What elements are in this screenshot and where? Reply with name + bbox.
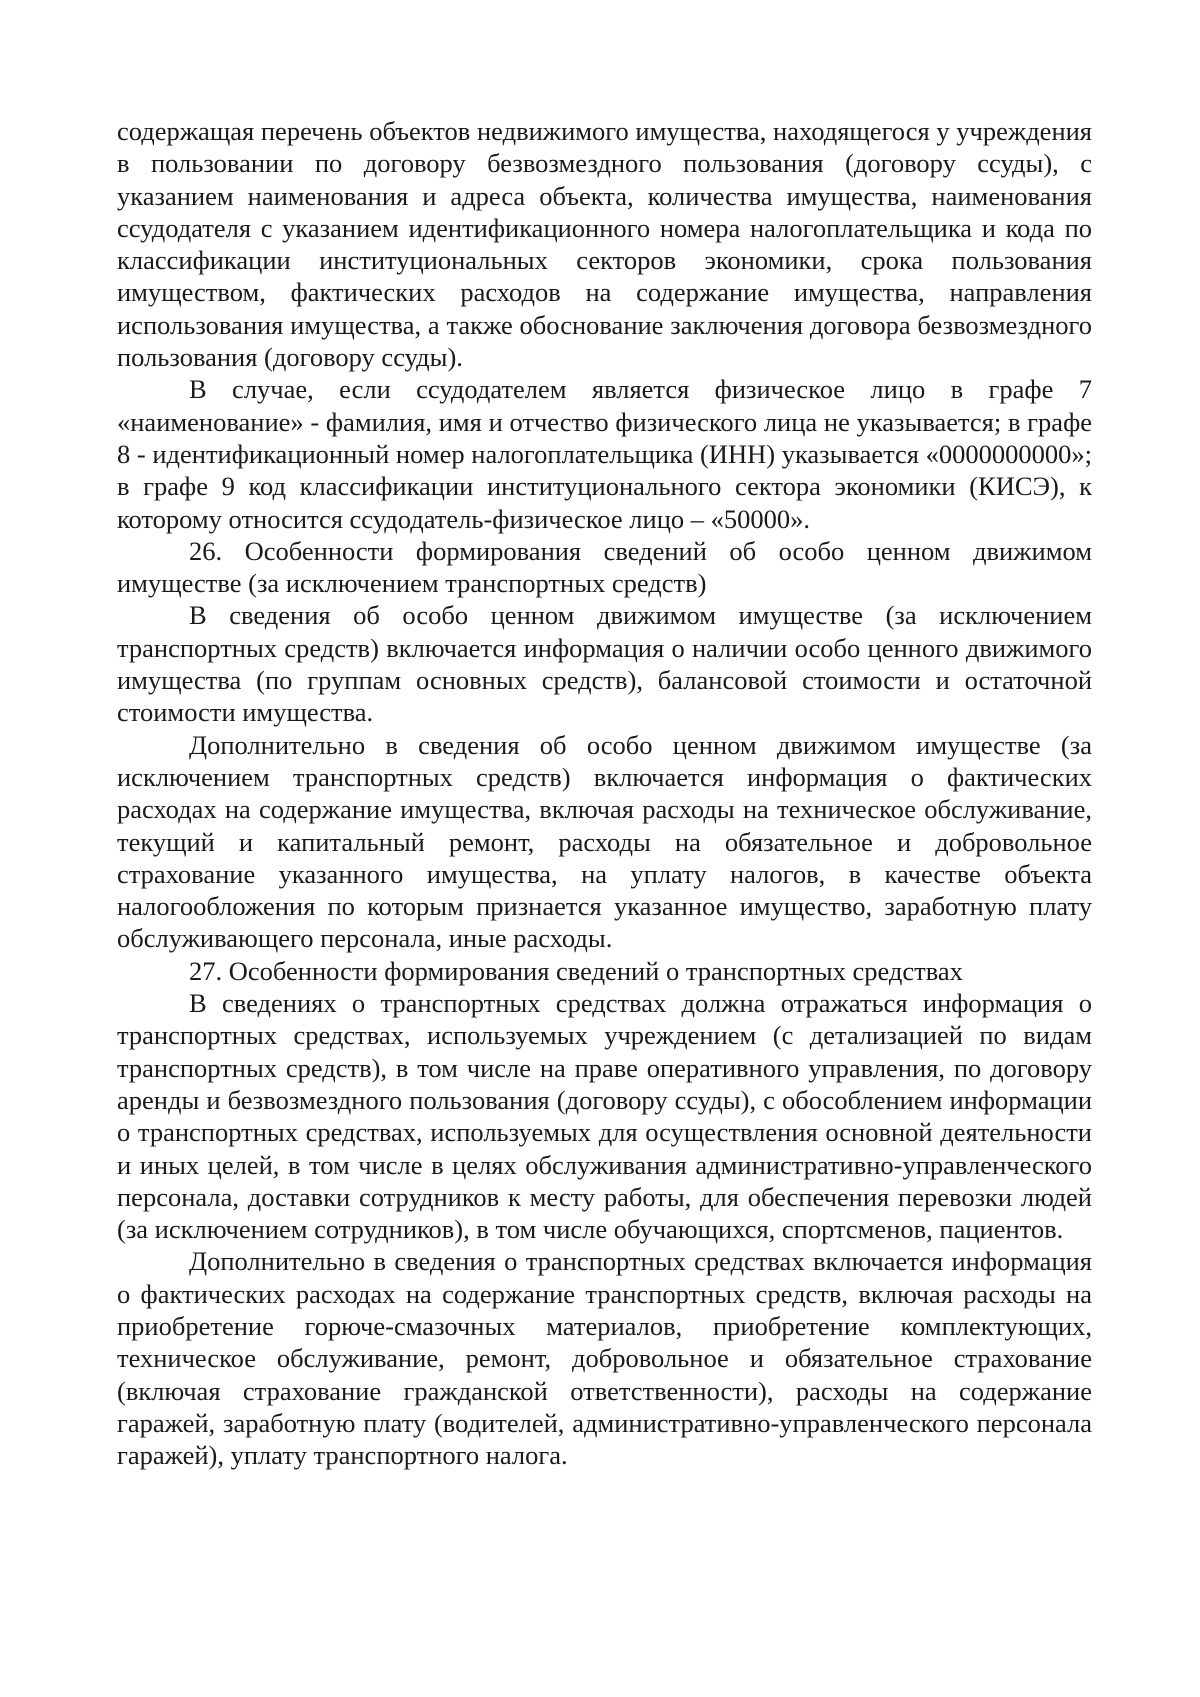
paragraph-vehicles-expenses: Дополнительно в сведения о транспортных средствах включается информация о фактических расходах на содержание транспортных средств, включая расходы на приобретение горюче-смазочных материалов, приобретение комплектующих, техническое обслуживание, ремонт, добровольное и обязательное страхование (включая страхование гражданской ответственности), расходы на содержание гаражей, заработную плату (водителей, административно-управленческого персонала гаражей), уплату транспортного налога. [117, 1246, 1092, 1471]
paragraph-vehicles-info: В сведениях о транспортных средствах должна отражаться информация о транспортных средствах, используемых учреждением (с детализацией по видам транспортных средств), в том числе на праве оперативного управления, по договору аренды и безвозмездного пользования (договору ссуды), с обособлением информации о транспортных средствах, используемых для осуществления основной деятельности и иных целей, в том числе в целях обслуживания административно-управленческого персонала, доставки сотрудников к месту работы, для обеспечения перевозки людей (за исключением сотрудников), в том числе обучающихся, спортсменов, пациентов. [117, 988, 1092, 1245]
paragraph-real-estate-list-continuation: содержащая перечень объектов недвижимого имущества, находящегося у учреждения в пользовании по договору безвозмездного пользования (договору ссуды), с указанием наименования и адреса объекта, количества имущества, наименования ссудодателя с указанием идентификационного номера налогоплательщика и кода по классификации институциональных секторов экономики, срока пользования имуществом, фактических расходов на содержание имущества, направления использования имущества, а также обоснование заключения договора безвозмездного пользования (договору ссуды). [117, 116, 1092, 373]
paragraph-valuable-property-info: В сведения об особо ценном движимом имуществе (за исключением транспортных средств) включается информация о наличии особо ценного движимого имущества (по группам основных средств), балансовой стоимости и остаточной стоимости имущества. [117, 600, 1092, 728]
document-body [117, 115, 1092, 1471]
paragraph-valuable-property-expenses: Дополнительно в сведения об особо ценном движимом имуществе (за исключением транспортных средств) включается информация о фактических расходах на содержание имущества, включая расходы на техническое обслуживание, текущий и капитальный ремонт, расходы на обязательное и добровольное страхование указанного имущества, на уплату налогов, в качестве объекта налогообложения по которым признается указанное имущество, заработную плату обслуживающего персонала, иные расходы. [117, 729, 1092, 954]
paragraph-individual-lender: В случае, если ссудодателем является физическое лицо в графе 7 «наименование» - фамилия, имя и отчество физического лица не указывается; в графе 8 - идентификационный номер налогоплательщика (ИНН) указывается «0000000000»; в графе 9 код классификации институционального сектора экономики (КИСЭ), к которому относится ссудодатель-физическое лицо – «50000». [117, 374, 1092, 534]
section-heading-26: 26. Особенности формирования сведений об особо ценном движимом имуществе (за исключением транспортных средств) [117, 535, 1092, 599]
section-heading-27: 27. Особенности формирования сведений о транспортных средствах [189, 955, 963, 986]
